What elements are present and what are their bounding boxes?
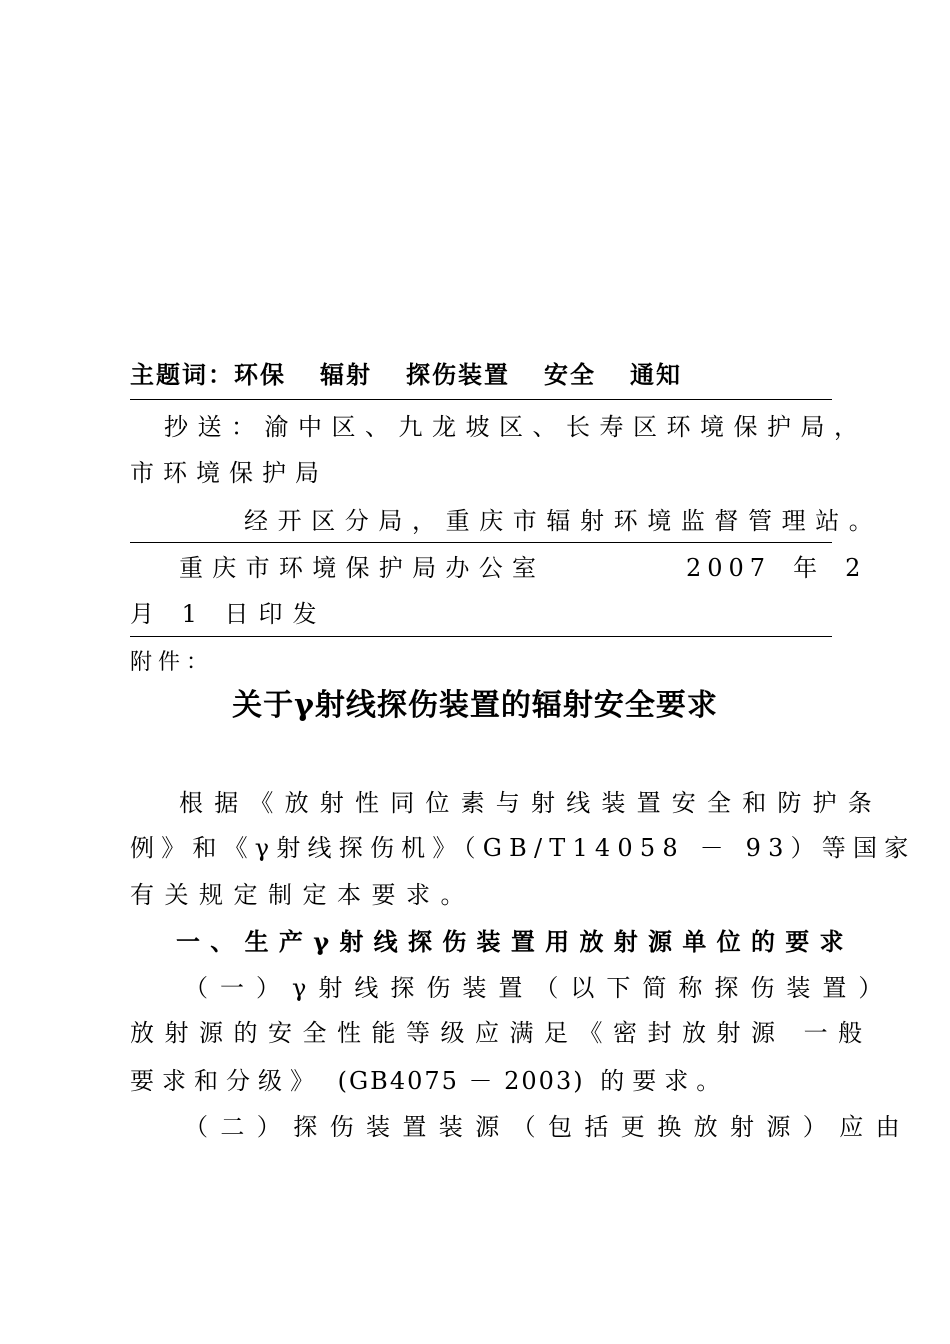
issue-date — [686, 553, 866, 583]
paragraph-line — [130, 1066, 728, 1096]
divider — [130, 399, 832, 400]
subject-keyword: 安全 — [544, 360, 596, 389]
cc-line-1: 抄送：渝中区、九龙坡区、长寿区环境保护局， — [164, 413, 868, 441]
issue-date-continued: 月 1 日印发 — [130, 600, 327, 628]
cc-line-3: 经开区分局，重庆市辐射环境监督管理站。 — [244, 507, 883, 535]
issuer: 重庆市环境保护局办公室 — [179, 554, 546, 582]
paragraph-line: （二）探伤装置装源（包括更换放射源）应由 — [184, 1113, 912, 1141]
paragraph-line: 例》和《γ射线探伤机》（GB/T14058 － 93）等国家 — [130, 834, 916, 862]
subject-keyword: 辐射 — [320, 360, 372, 389]
subject-keyword: 通知 — [630, 360, 682, 389]
section-heading: 一、生产γ射线探伤装置用放射源单位的要求 — [176, 927, 854, 956]
issue-month: 2 — [845, 554, 867, 582]
cc-line-2: 市环境保护局 — [130, 459, 328, 487]
document-title: 关于γ射线探伤装置的辐射安全要求 — [232, 688, 718, 723]
year-char: 年 — [793, 554, 824, 582]
paragraph-line: （一）γ射线探伤装置（以下简称探伤装置） — [184, 974, 895, 1002]
attachment-label: 附件： — [130, 650, 215, 675]
text-segment: 要求和分级》 — [130, 1067, 322, 1095]
text-segment: 的要求。 — [600, 1067, 729, 1095]
paragraph-line: 放射源的安全性能等级应满足《密封放射源 一般 — [130, 1019, 873, 1047]
paragraph-line: 有关规定制定本要求。 — [130, 881, 475, 909]
issue-year: 2007 — [686, 554, 772, 582]
subject-keyword: 环保 — [234, 360, 286, 389]
divider — [130, 636, 832, 637]
subject-keyword: 探伤装置 — [406, 360, 510, 389]
subject-label: 主题词： — [130, 360, 234, 389]
standard-code: (GB4075 － 2003) — [337, 1067, 585, 1095]
paragraph-line: 根据《放射性同位素与射线装置安全和防护条 — [179, 789, 883, 817]
divider — [130, 542, 832, 543]
subject-line — [130, 360, 682, 390]
